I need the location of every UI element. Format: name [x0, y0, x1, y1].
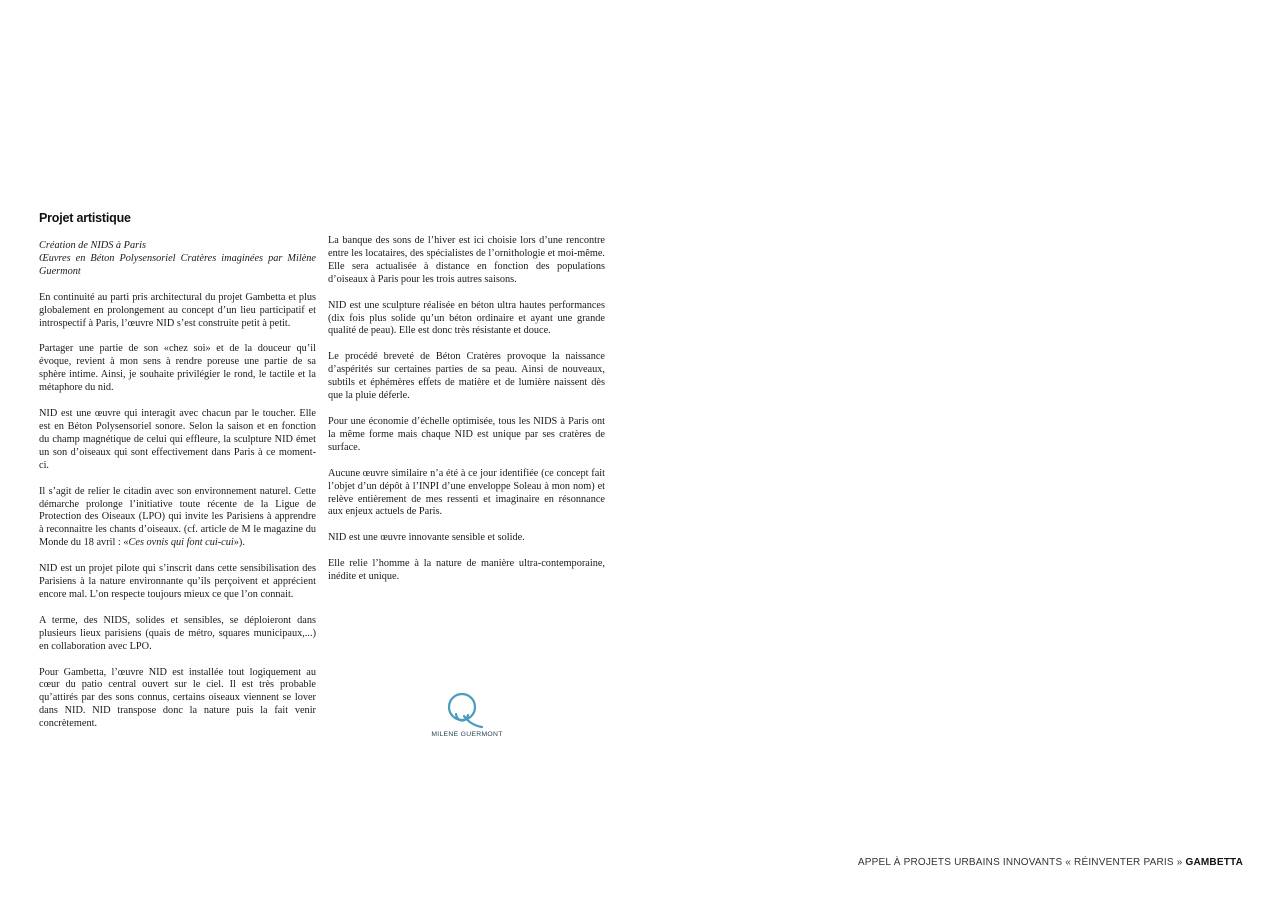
subtitle-line-2: Œuvres en Béton Polysensoriel Cratères imaginées par Milène Guermont [39, 252, 316, 277]
paragraph: Elle relie l’homme à la nature de manière ultra-contemporaine, inédite et unique. [328, 558, 605, 583]
paragraph: Pour une économie d’échelle optimisée, tous les NIDS à Paris ont la même forme mais chaque NID est unique par ses cratères de surface. [328, 415, 605, 453]
section-title: Projet artistique [39, 211, 131, 225]
paragraph-text-end: »). [233, 537, 245, 549]
paragraph-text: Il s’agit de relier le citadin avec son environnement naturel. Cette démarche prolonge l’initiative toute récente de la Ligue de Protection des Oiseaux (LPO) qui invite les Parisiens à apprendre à reconnaitre les chants d’oiseaux. (cf. article de M le magazine du Monde du 18 avril : « [39, 485, 316, 549]
paragraph [39, 486, 316, 551]
left-column [39, 240, 316, 744]
paragraph: NID est une sculpture réalisée en béton ultra hautes performances (dix fois plus solide qu’un béton ordinaire et ayant une grande qualité de peau). Elle est donc très résistante et douce. [328, 299, 605, 337]
paragraph: La banque des sons de l’hiver est ici choisie lors d’une rencontre entre les locataires, des spécialistes de l’ornithologie et moi-même. Elle sera actualisée à distance en fonction des populations d’oiseaux à Paris pour les trois autres saisons. [328, 235, 605, 285]
right-column [328, 235, 605, 597]
paragraph: Pour Gambetta, l’œuvre NID est installée tout logiquement au cœur du patio central ouvert sur le ciel. Il est très probable qu’attirés par des sons connus, certains oiseaux viennent se lover dans NID. NID transpose donc la nature puis la fait venir concrètement. [39, 666, 316, 730]
logo-text: MILENE GUERMONT [431, 731, 503, 738]
paragraph: Aucune œuvre similaire n’a été à ce jour identifiée (ce concept fait l’objet d’un dépôt à l’INPI d’une enveloppe Soleau à mon nom) et relève entièrement de mes ressenti et imaginaire en résonnance aux enjeux actuels de Paris. [328, 467, 605, 518]
subtitle [39, 240, 316, 279]
paragraph: NID est un projet pilote qui s’inscrit dans cette sensibilisation des Parisiens à la nature environnante qu’ils perçoivent et apprécient encore mal. L’on respecte toujours mieux ce que l’on connait. [39, 563, 316, 600]
paragraph: Partager une partie de son «chez soi» et de la douceur qu’il évoque, revient à mon sens à rendre poreuse une partie de sa sphère intime. Ainsi, je souhaite privilégier le rond, le tactile et la métaphore du nid. [39, 343, 316, 394]
subtitle-line-1: Création de NIDS à Paris [39, 240, 146, 251]
milene-guermont-logo-icon [442, 690, 492, 730]
paragraph: En continuité au parti pris architectural du projet Gambetta et plus globalement en prolongement au concept d’un lieu participatif et introspectif à Paris, l’œuvre NID s’est construite petit à petit. [39, 291, 316, 329]
paragraph: NID est une œuvre qui interagit avec chacun par le toucher. Elle est en Béton Polysensoriel sonore. Selon la saison et en fonction du champ magnétique de celui qui effleure, la sculpture NID émet un son d’oiseaux qui sont effectivement dans Paris à ce moment-ci. [39, 408, 316, 471]
footer-project-name: GAMBETTA [1185, 857, 1243, 868]
article-title: Ces ovnis qui font cui-cui [128, 537, 234, 549]
paragraph: NID est une œuvre innovante sensible et solide. [328, 532, 525, 544]
paragraph: Le procédé breveté de Béton Cratères provoque la naissance d’aspérités sur certaines parties de sa peau. Ainsi de nouveaux, subtils et éphémères effets de matière et de lumière naissent dès que la pluie déferle. [328, 351, 605, 402]
footer-text: APPEL À PROJETS URBAINS INNOVANTS « RÉINVENTER PARIS » [857, 857, 1183, 868]
artist-logo [425, 690, 509, 742]
paragraph: A terme, des NIDS, solides et sensibles, se déploieront dans plusieurs lieux parisiens (quais de métro, squares municipaux,...) en collaboration avec LPO. [39, 614, 316, 652]
page-footer [858, 857, 1243, 868]
